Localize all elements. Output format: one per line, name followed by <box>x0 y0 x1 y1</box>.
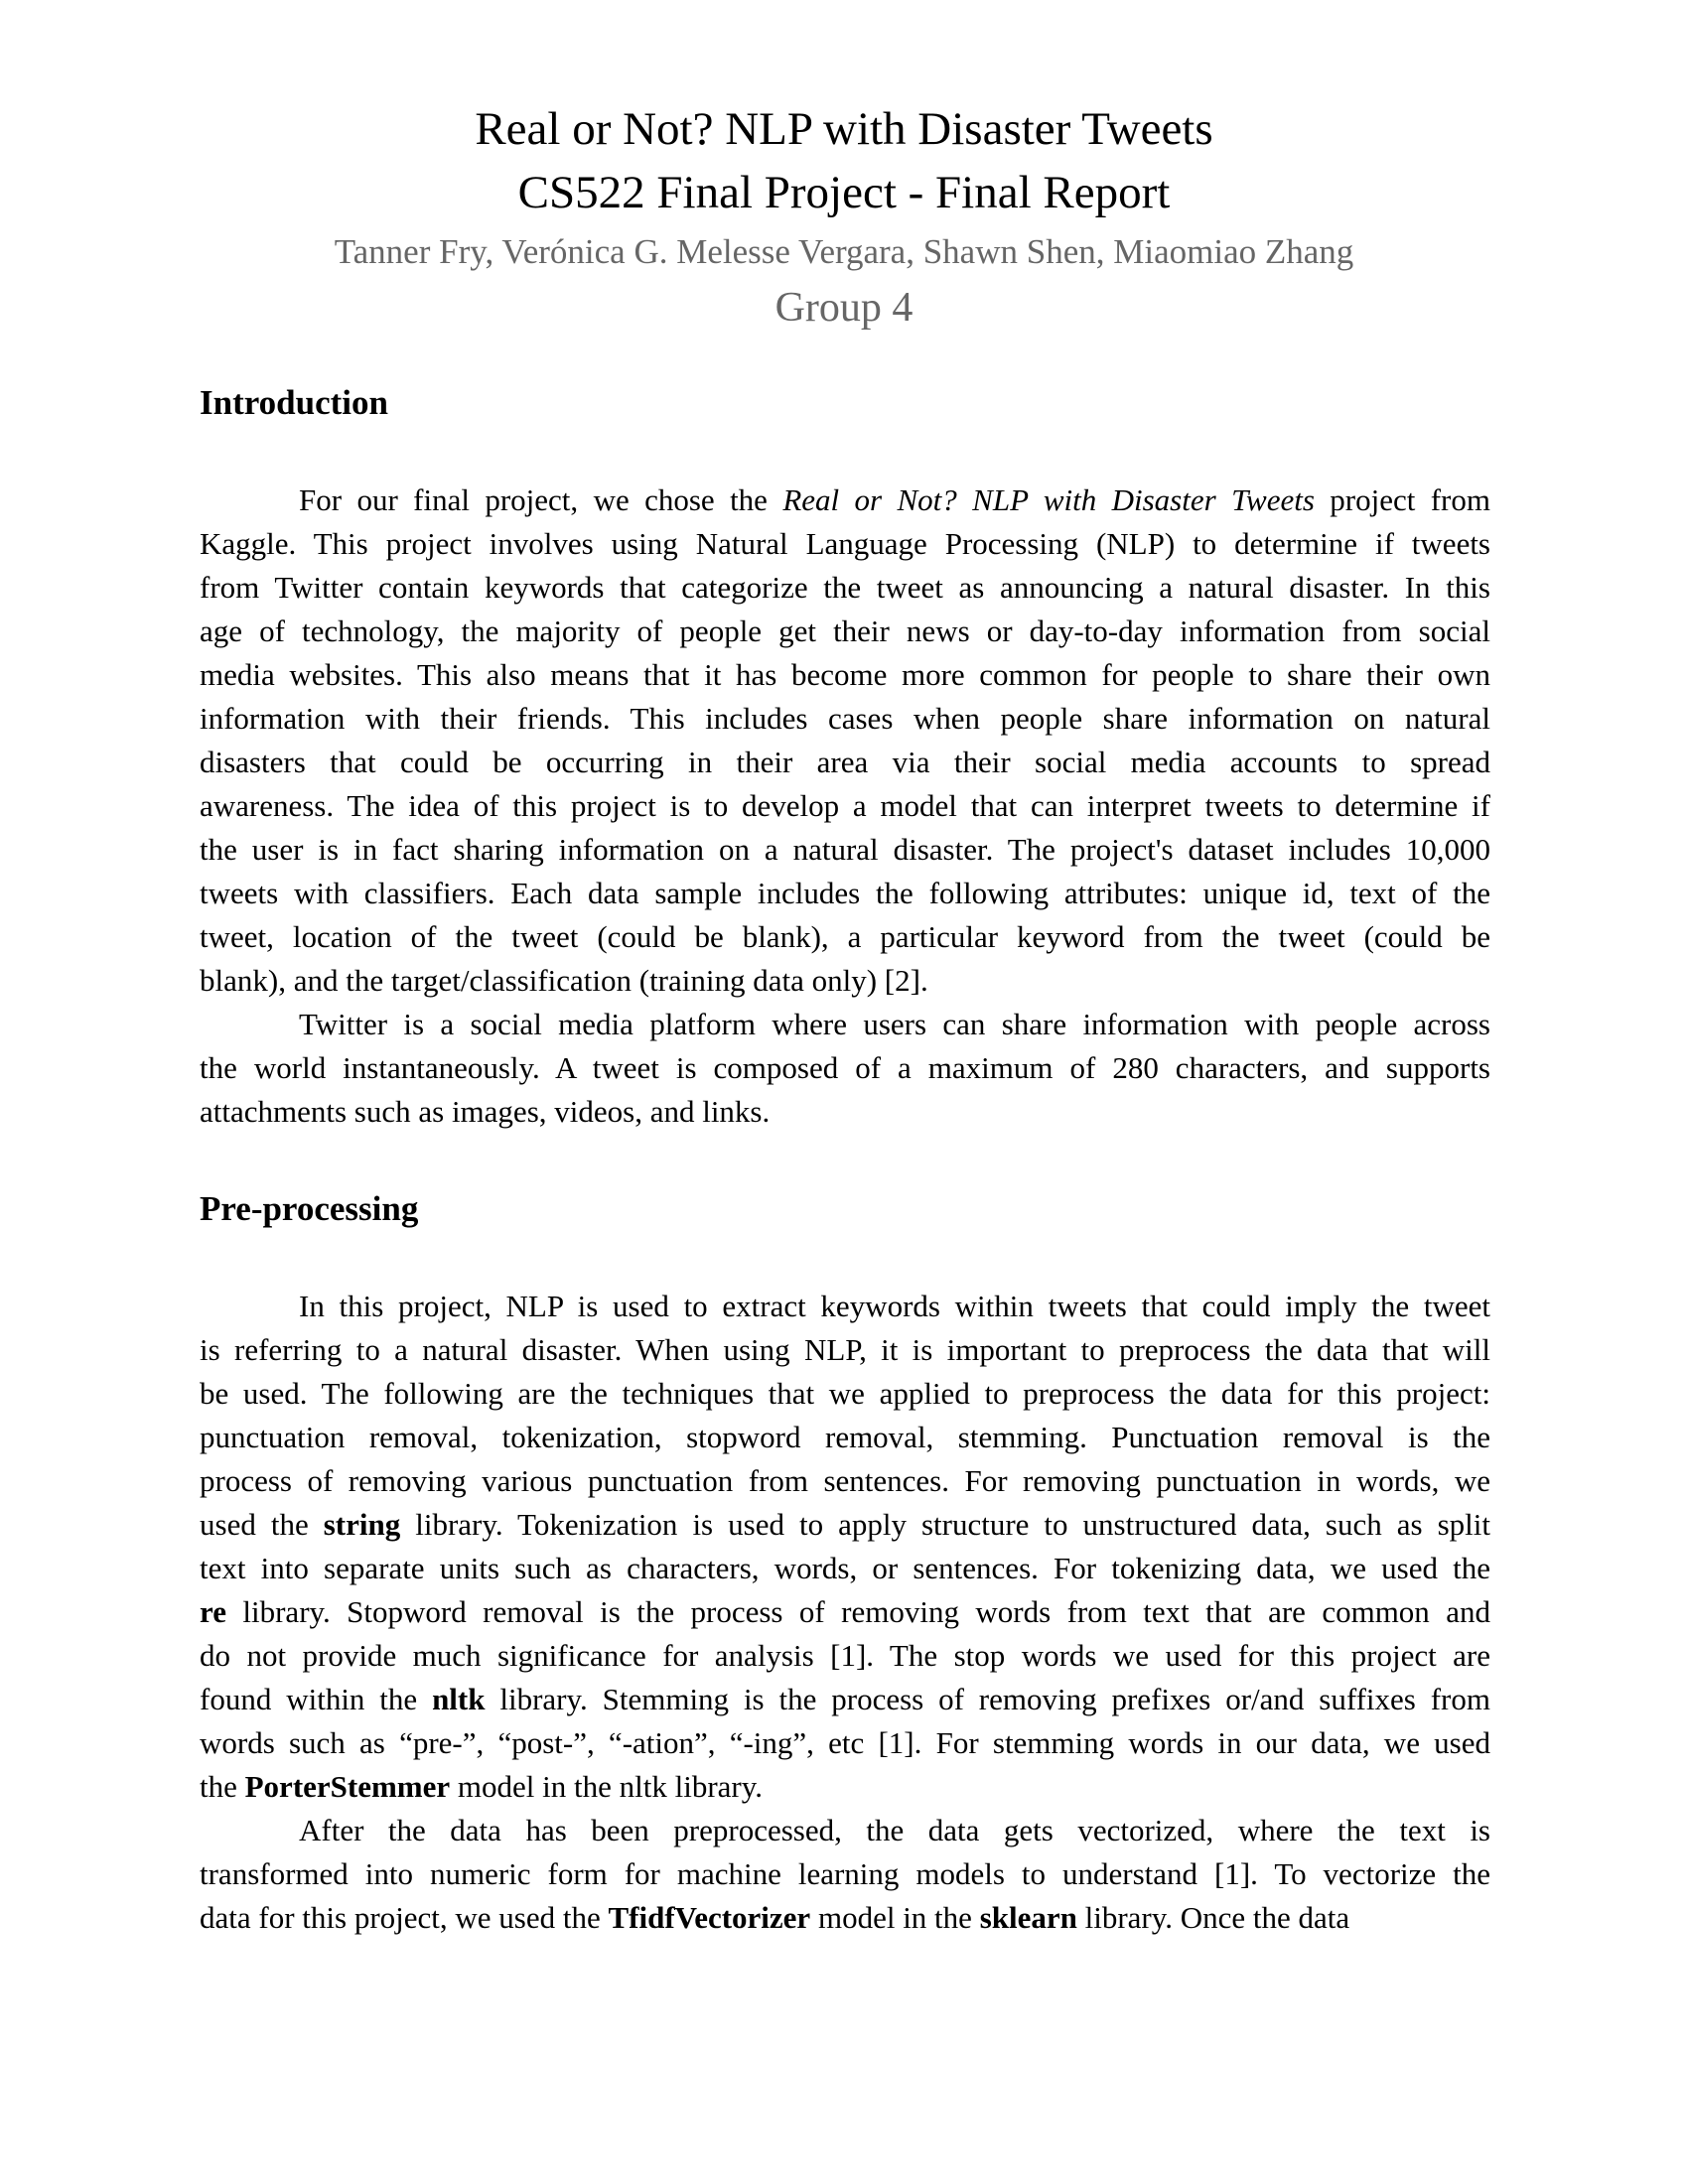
text-line <box>200 1328 1490 1372</box>
title-block <box>0 97 1688 336</box>
text-line <box>200 1896 1490 1940</box>
text-line <box>200 1852 1490 1896</box>
preprocessing-body <box>200 1285 1490 1940</box>
section-heading-preprocessing: Pre-processing <box>200 1189 419 1228</box>
text-line <box>200 1765 1490 1809</box>
text-run: After the data has been preprocessed, the data gets vectorized, where the text is <box>299 1813 1490 1847</box>
text-line <box>200 522 1490 566</box>
bold-term: TfidfVectorizer <box>608 1900 811 1935</box>
bold-term: PorterStemmer <box>244 1769 451 1804</box>
bold-term: re <box>200 1594 226 1629</box>
text-run: transformed into numeric form for machine learning models to understand [1]. To vectorize the <box>200 1856 1490 1891</box>
text-run: used the <box>200 1507 324 1542</box>
text-run: text into separate units such as characters, words, or sentences. For tokenizing data, we used the <box>200 1551 1490 1585</box>
introduction-body <box>200 478 1490 1134</box>
bold-term: nltk <box>432 1682 486 1716</box>
text-line <box>200 1046 1490 1090</box>
text-run: Twitter is a social media platform where users can share information with people across <box>299 1007 1490 1041</box>
text-run: found within the <box>200 1682 433 1716</box>
text-run: library. Stopword removal is the process of removing words from text that are common and <box>225 1594 1490 1629</box>
text-line <box>200 1590 1490 1634</box>
text-line <box>200 1416 1490 1459</box>
text-line <box>200 610 1490 653</box>
text-line <box>200 872 1490 915</box>
text-run: library. Once the data <box>1076 1900 1350 1935</box>
text-line <box>200 741 1490 784</box>
text-run: process of removing various punctuation from sentences. For removing punctuation in words, we <box>200 1463 1490 1498</box>
text-line <box>200 828 1490 872</box>
text-run: age of technology, the majority of people get their news or day-to-day information from social <box>200 614 1490 648</box>
text-run: punctuation removal, tokenization, stopword removal, stemming. Punctuation removal is the <box>200 1420 1490 1454</box>
text-run: do not provide much significance for analysis [1]. The stop words we used for this project are <box>200 1638 1490 1673</box>
author-list: Tanner Fry, Verónica G. Melesse Vergara, Shawn Shen, Miaomiao Zhang <box>334 232 1354 271</box>
text-line <box>200 1459 1490 1503</box>
bold-term: string <box>323 1507 401 1542</box>
text-line <box>200 1721 1490 1765</box>
text-line <box>200 1372 1490 1416</box>
group-label: Group 4 <box>774 285 914 331</box>
text-run: project from <box>1314 482 1490 517</box>
text-run: information with their friends. This includes cases when people share information on natural <box>200 701 1490 736</box>
text-run: attachments such as images, videos, and links. <box>200 1094 771 1129</box>
document-title: Real or Not? NLP with Disaster Tweets <box>475 103 1213 155</box>
text-line <box>200 1634 1490 1678</box>
text-run: be used. The following are the techniques that we applied to preprocess the data for this project: <box>200 1376 1490 1411</box>
text-run: Kaggle. This project involves using Natural Language Processing (NLP) to determine if tweets <box>200 526 1490 561</box>
text-run: For our final project, we chose the <box>299 482 783 517</box>
text-run: the user is in fact sharing information on a natural disaster. The project's dataset includes 10,000 <box>200 832 1490 867</box>
text-run: awareness. The idea of this project is to develop a model that can interpret tweets to determine if <box>200 788 1490 823</box>
text-line <box>200 1285 1490 1328</box>
text-run: words such as “pre-”, “post-”, “-ation”, “-ing”, etc [1]. For stemming words in our data, we used <box>200 1725 1490 1760</box>
text-line <box>200 1809 1490 1852</box>
section-heading-introduction: Introduction <box>200 383 388 422</box>
text-line <box>200 697 1490 741</box>
text-line <box>200 566 1490 610</box>
text-run: library. Tokenization is used to apply structure to unstructured data, such as split <box>400 1507 1490 1542</box>
text-line <box>200 1678 1490 1721</box>
text-line <box>200 1090 1490 1134</box>
text-run: the world instantaneously. A tweet is composed of a maximum of 280 characters, and supports <box>200 1050 1490 1085</box>
text-run: is referring to a natural disaster. When using NLP, it is important to preprocess the data that will <box>200 1332 1490 1367</box>
text-line <box>200 478 1490 522</box>
text-line <box>200 653 1490 697</box>
text-run: blank), and the target/classification (training data only) [2]. <box>200 963 928 998</box>
text-run: disasters that could be occurring in their area via their social media accounts to spread <box>200 745 1490 779</box>
text-run: media websites. This also means that it has become more common for people to share their own <box>200 657 1490 692</box>
text-run: In this project, NLP is used to extract keywords within tweets that could imply the tweet <box>299 1289 1490 1323</box>
document-subtitle: CS522 Final Project - Final Report <box>517 167 1171 218</box>
text-line <box>200 915 1490 959</box>
text-run: model in the <box>810 1900 980 1935</box>
italic-title: Real or Not? NLP with Disaster Tweets <box>782 482 1315 517</box>
text-line <box>200 959 1490 1003</box>
text-run: library. Stemming is the process of removing prefixes or/and suffixes from <box>485 1682 1490 1716</box>
text-run: the <box>200 1769 245 1804</box>
text-line <box>200 1003 1490 1046</box>
text-line <box>200 1547 1490 1590</box>
text-run: data for this project, we used the <box>200 1900 609 1935</box>
text-line <box>200 1503 1490 1547</box>
text-run: model in the nltk library. <box>450 1769 763 1804</box>
text-line <box>200 784 1490 828</box>
text-run: tweet, location of the tweet (could be blank), a particular keyword from the tweet (could be <box>200 919 1490 954</box>
text-run: tweets with classifiers. Each data sample includes the following attributes: unique id, text of the <box>200 876 1490 910</box>
text-run: from Twitter contain keywords that categorize the tweet as announcing a natural disaster. In this <box>200 570 1490 605</box>
bold-term: sklearn <box>979 1900 1077 1935</box>
